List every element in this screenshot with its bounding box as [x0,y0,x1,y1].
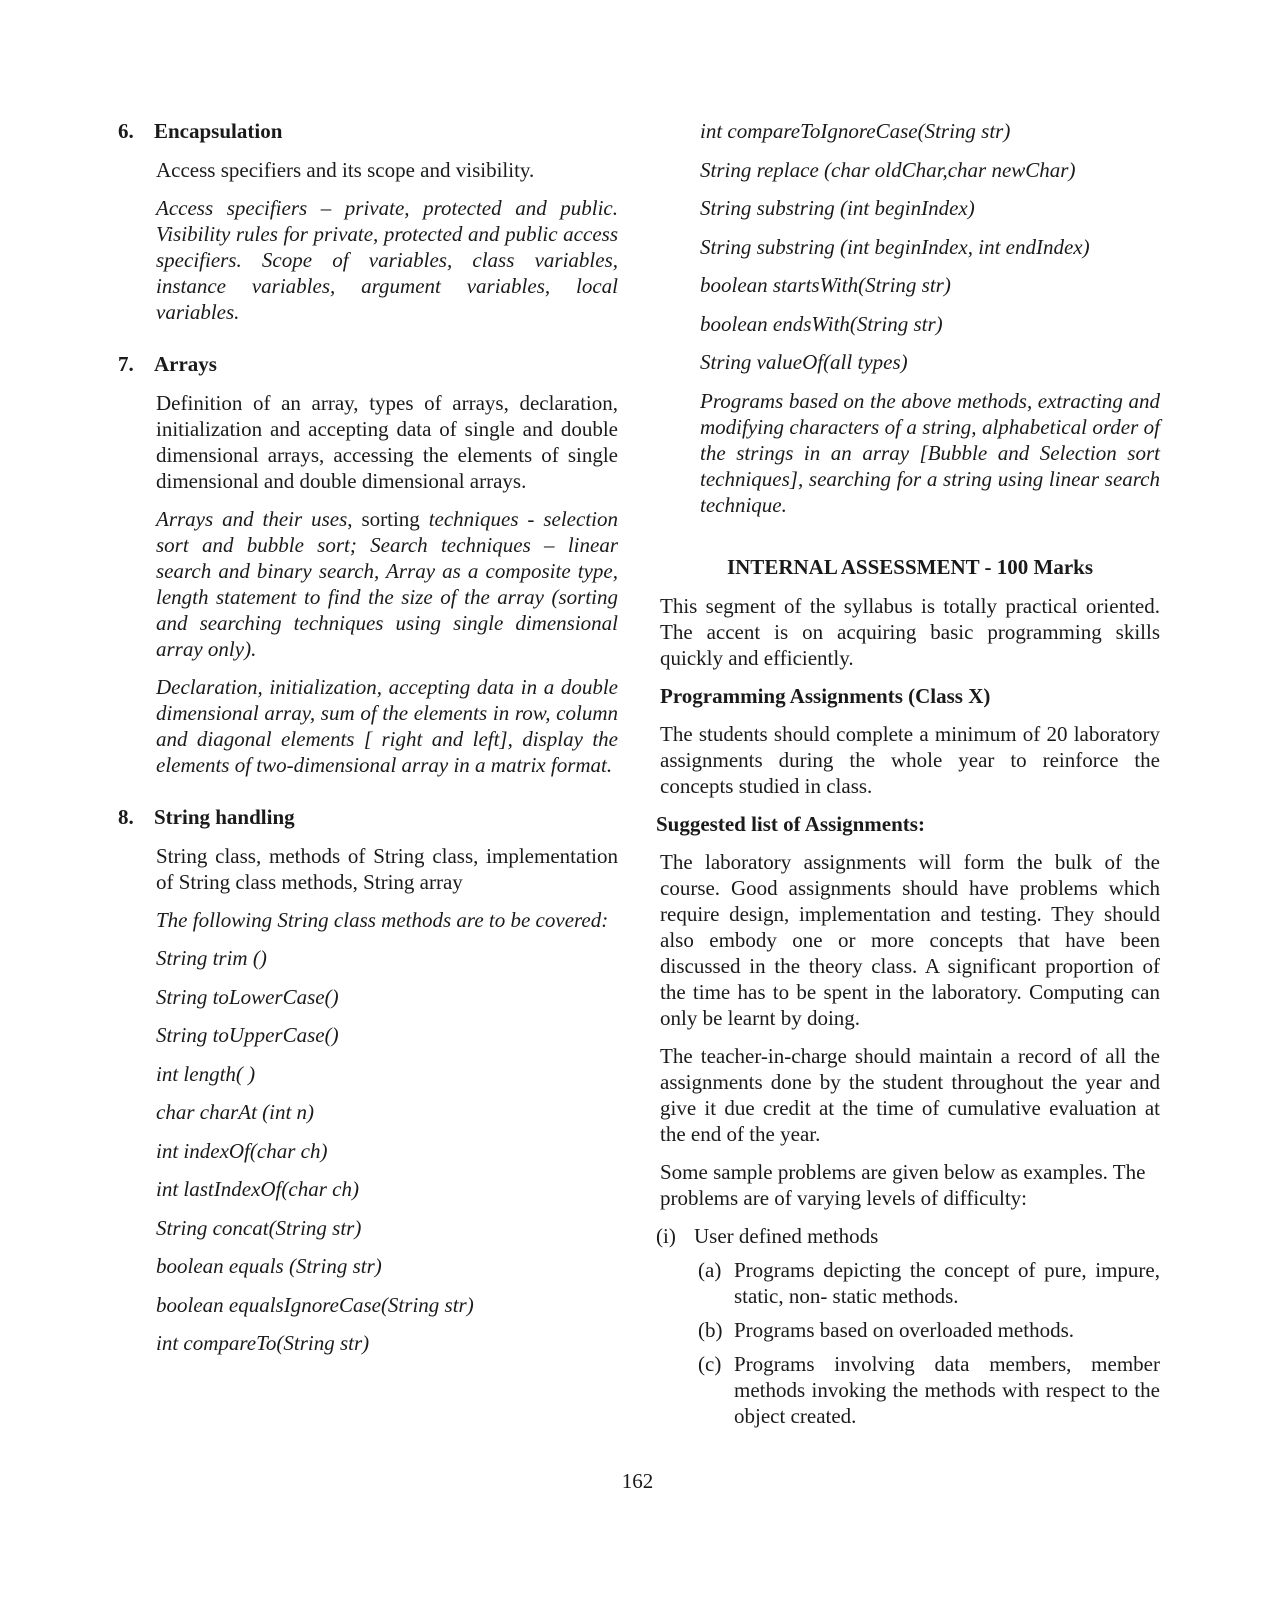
method-item: boolean equalsIgnoreCase(String str) [156,1292,474,1317]
section-title: String handling [154,805,295,829]
list-item [698,1257,1160,1309]
method-item: String valueOf(all types) [700,350,908,374]
left-column [118,118,618,1369]
method-item: int indexOf(char ch) [156,1138,328,1163]
section-number: 8. [118,805,134,829]
paragraph: This segment of the syllabus is totally practical oriented. The accent is on acquiring basic programming skills quickly and efficiently. [660,593,1160,670]
right-column [656,118,1160,1437]
paragraph: Access specifiers – private, protected and public. Visibility rules for private, protected and public access specifiers. Scope of variables, class variables, instance variables, argument variables, local variables. [156,196,618,324]
method-item: String toUpperCase() [156,1023,339,1047]
paragraph: The students should complete a minimum of 20 laboratory assignments during the whole year to reinforce the concepts studied in class. [660,721,1160,798]
section-title: Arrays [154,352,217,376]
method-item: int length( ) [156,1061,256,1086]
paragraph: Declaration, initialization, accepting data in a double dimensional array, sum of the elements in row, column and diagonal elements [ right and left], display the elements of two-dimensional array in a matrix format. [156,675,618,777]
paragraph [156,506,618,662]
page-number: 162 [621,1469,654,1493]
paragraph: Programs based on the above methods, extracting and modifying characters of a string, alphabetical order of the strings in an array [Bubble and Selection sort techniques], searching for a string using linear search technique. [700,388,1160,517]
paragraph: String class, methods of String class, implementation of String class methods, String array [156,844,618,894]
section-number: 6. [118,119,134,143]
method-item: String substring (int beginIndex) [700,196,975,220]
text-run: techniques - selection sort and bubble sort; Search techniques – linear search and binary search, Array as a composite type, length statement to find the size of the array (sorting and searching techniques using single dimensional array only). [156,507,618,661]
list-item [656,1223,1160,1249]
method-item: int compareTo(String str) [156,1331,370,1355]
internal-assessment-heading: INTERNAL ASSESSMENT - 100 Marks [726,554,1094,579]
paragraph: Definition of an array, types of arrays, declaration, initialization and accepting data of single and double dimensional arrays, accessing the elements of single dimensional and double dimensional arrays. [156,391,618,493]
method-item: String trim () [156,946,267,970]
suggested-list-heading: Suggested list of Assignments: [656,811,925,836]
section-7-heading [118,351,618,377]
list-text: User defined methods [694,1223,879,1248]
method-item: boolean startsWith(String str) [700,273,951,297]
text-run: , sorting [347,507,429,531]
section-6-heading [118,118,618,144]
list-label: (c) [698,1351,722,1376]
programming-assignments-heading: Programming Assignments (Class X) [660,683,991,708]
method-item: String substring (int beginIndex, int endIndex) [700,234,1090,259]
paragraph: The teacher-in-charge should maintain a record of all the assignments done by the student throughout the year and give it due credit at the time of cumulative evaluation at the end of the year. [660,1043,1160,1146]
method-item: int compareToIgnoreCase(String str) [700,119,1011,143]
list-text: Programs involving data members, member methods invoking the methods with respect to the object created. [734,1351,1160,1428]
section-8-heading [118,804,618,830]
method-item: char charAt (int n) [156,1100,315,1124]
paragraph: The following String class methods are to be covered: [156,908,609,932]
method-item: String concat(String str) [156,1215,362,1240]
method-item: int lastIndexOf(char ch) [156,1177,359,1201]
paragraph: Access specifiers and its scope and visibility. [156,158,535,182]
paragraph: The laboratory assignments will form the bulk of the course. Good assignments should have problems which require design, implementation and testing. They should also embody one or more concepts that have been discussed in the theory class. A significant proportion of the time has to be spent in the laboratory. Computing can only be learnt by doing. [660,849,1160,1030]
method-item: boolean endsWith(String str) [700,311,943,336]
list-text: Programs based on overloaded methods. [734,1317,1075,1342]
list-label: (i) [656,1223,676,1248]
list-label: (a) [698,1257,722,1282]
list-item [698,1351,1160,1429]
list-item [698,1317,1160,1343]
method-item: String toLowerCase() [156,984,339,1009]
list-label: (b) [698,1317,723,1342]
method-item: String replace (char oldChar,char newChar) [700,157,1076,182]
text-run: Arrays and their uses [156,507,348,531]
list-text: Programs depicting the concept of pure, impure, static, non- static methods. [734,1257,1160,1308]
paragraph: Some sample problems are given below as examples. The problems are of varying levels of difficulty: [660,1159,1146,1210]
method-item: boolean equals (String str) [156,1254,382,1278]
section-title: Encapsulation [154,119,283,143]
section-number: 7. [118,352,134,376]
